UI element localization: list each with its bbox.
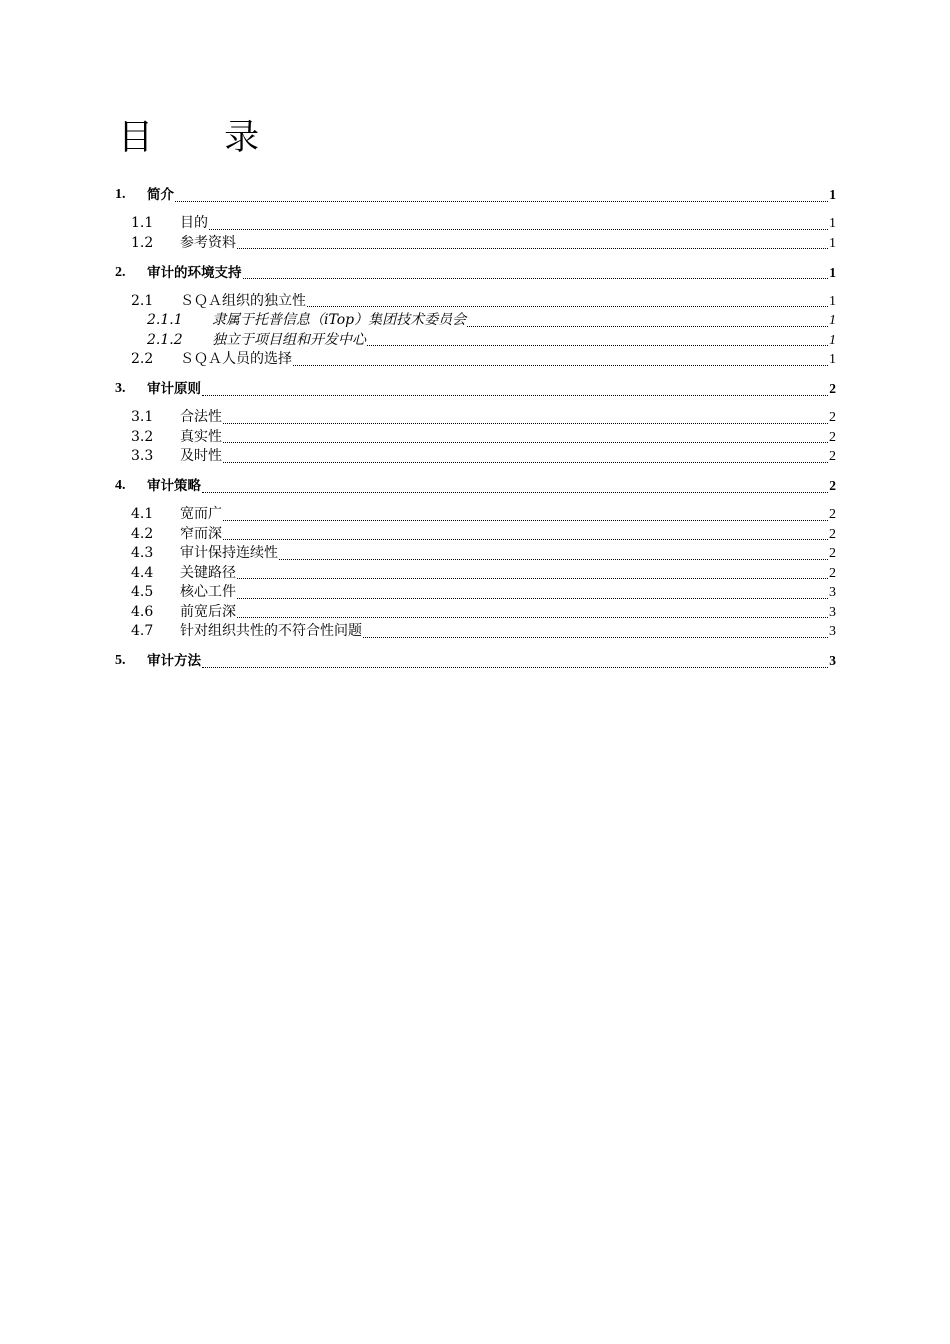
- dot-leader: [237, 247, 828, 249]
- dot-leader: [223, 461, 828, 463]
- toc-entry-label: 审计原则: [147, 381, 201, 397]
- toc-entry-label: 简介: [147, 187, 174, 203]
- toc-entry-number: 2.: [115, 264, 126, 280]
- toc-entry-number: 2.1: [131, 292, 154, 309]
- dot-leader: [175, 200, 828, 202]
- toc-entry-page: 1: [829, 352, 836, 367]
- toc-entry-number: 3.3: [131, 448, 154, 464]
- dot-leader: [367, 344, 828, 346]
- toc-entry-number: 4.: [115, 478, 126, 493]
- toc-entry-number: 4.3: [131, 545, 154, 561]
- toc-entry-number: 4.4: [131, 564, 154, 581]
- toc-entry-4-3[interactable]: [114, 544, 836, 564]
- toc-entry-4-6[interactable]: [114, 603, 836, 623]
- toc-entry-number: 1.1: [131, 215, 154, 231]
- toc-entry-label: ＳＱＡ人员的选择: [180, 351, 292, 367]
- table-of-contents: [114, 182, 836, 680]
- toc-entry-page: 1: [829, 187, 836, 202]
- toc-entry-number: 1.: [115, 187, 126, 202]
- toc-entry-4[interactable]: [114, 476, 836, 496]
- dot-leader: [279, 558, 828, 560]
- toc-entry-label: 合法性: [180, 409, 222, 425]
- toc-entry-number: 4.7: [131, 623, 154, 639]
- toc-entry-page: 2: [829, 546, 836, 561]
- toc-entry-number: 4.6: [131, 603, 154, 620]
- dot-leader: [363, 636, 828, 638]
- dot-leader: [467, 325, 828, 327]
- dot-leader: [223, 422, 828, 424]
- toc-entry-2-1-1[interactable]: [114, 311, 836, 331]
- toc-entry-label: 宽而广: [180, 506, 222, 522]
- toc-entry-1-1[interactable]: [114, 214, 836, 234]
- toc-entry-page: 1: [829, 293, 836, 309]
- toc-entry-label: 核心工件: [180, 584, 236, 600]
- dot-leader: [237, 577, 828, 579]
- toc-entry-4-7[interactable]: [114, 622, 836, 642]
- toc-entry-number: 3.: [115, 381, 126, 396]
- toc-entry-number: 1.2: [131, 234, 154, 251]
- toc-entry-label: 关键路径: [180, 564, 236, 581]
- toc-entry-page: 1: [829, 235, 836, 251]
- toc-entry-3-1[interactable]: [114, 408, 836, 428]
- dot-leader: [223, 519, 828, 521]
- toc-entry-label: 审计保持连续性: [180, 545, 278, 561]
- toc-entry-label: 前宽后深: [180, 603, 236, 620]
- toc-entry-label: ＳＱＡ组织的独立性: [180, 292, 306, 309]
- toc-entry-label: 独立于项目组和开发中心: [212, 331, 366, 348]
- dot-leader: [293, 364, 828, 366]
- toc-entry-page: 1: [829, 313, 836, 328]
- toc-entry-label: 窄而深: [180, 525, 222, 542]
- toc-entry-page: 2: [829, 381, 836, 396]
- toc-entry-page: 3: [829, 585, 836, 600]
- toc-entry-number: 4.1: [131, 506, 154, 522]
- toc-entry-number: 5.: [115, 653, 126, 668]
- toc-entry-page: 2: [829, 429, 836, 445]
- toc-entry-number: 2.2: [131, 351, 154, 367]
- toc-entry-2-2[interactable]: [114, 350, 836, 370]
- toc-entry-4-1[interactable]: [114, 505, 836, 525]
- dot-leader: [307, 305, 828, 307]
- toc-entry-number: 3.1: [131, 409, 154, 425]
- dot-leader: [243, 277, 829, 279]
- toc-entry-4-5[interactable]: [114, 583, 836, 603]
- dot-leader: [223, 441, 828, 443]
- toc-entry-1[interactable]: [114, 185, 836, 205]
- toc-entry-3[interactable]: [114, 379, 836, 399]
- dot-leader: [202, 666, 828, 668]
- toc-entry-number: 2.1.1: [147, 312, 183, 328]
- toc-entry-number: 2.1.2: [147, 331, 183, 348]
- toc-entry-label: 审计的环境支持: [147, 264, 242, 281]
- toc-entry-4-4[interactable]: [114, 564, 836, 584]
- toc-entry-number: 4.5: [131, 584, 154, 600]
- toc-entry-page: 2: [829, 478, 836, 493]
- toc-entry-page: 1: [829, 264, 836, 280]
- toc-entry-label: 及时性: [180, 448, 222, 464]
- toc-entry-3-3[interactable]: [114, 447, 836, 467]
- toc-entry-1-2[interactable]: [114, 234, 836, 254]
- toc-entry-label: 审计策略: [147, 478, 201, 494]
- dot-leader: [237, 597, 828, 599]
- toc-entry-page: 3: [829, 653, 836, 668]
- toc-entry-2[interactable]: [114, 263, 836, 283]
- dot-leader: [202, 394, 828, 396]
- toc-entry-page: 2: [829, 507, 836, 522]
- toc-entry-number: 4.2: [131, 525, 154, 542]
- dot-leader: [237, 616, 828, 618]
- dot-leader: [209, 228, 828, 230]
- toc-entry-page: 2: [829, 410, 836, 425]
- toc-entry-page: 1: [829, 216, 836, 231]
- toc-entry-page: 2: [829, 565, 836, 581]
- dot-leader: [223, 538, 828, 540]
- toc-title: 目 录: [118, 118, 290, 158]
- toc-entry-label: 真实性: [180, 428, 222, 445]
- toc-entry-3-2[interactable]: [114, 428, 836, 448]
- toc-entry-5[interactable]: [114, 651, 836, 671]
- toc-entry-page: 2: [829, 526, 836, 542]
- toc-entry-label: 隶属于托普信息（iTop）集团技术委员会: [212, 312, 467, 328]
- toc-entry-page: 1: [829, 332, 836, 348]
- toc-entry-2-1[interactable]: [114, 292, 836, 312]
- toc-entry-2-1-2[interactable]: [114, 331, 836, 351]
- toc-entry-page: 3: [829, 604, 836, 620]
- toc-entry-number: 3.2: [131, 428, 154, 445]
- toc-entry-label: 审计方法: [147, 653, 201, 669]
- toc-entry-page: 2: [829, 449, 836, 464]
- dot-leader: [202, 491, 828, 493]
- toc-entry-label: 参考资料: [180, 234, 236, 251]
- toc-entry-4-2[interactable]: [114, 525, 836, 545]
- toc-entry-label: 针对组织共性的不符合性问题: [180, 623, 362, 639]
- toc-entry-page: 3: [829, 624, 836, 639]
- toc-entry-label: 目的: [180, 215, 208, 231]
